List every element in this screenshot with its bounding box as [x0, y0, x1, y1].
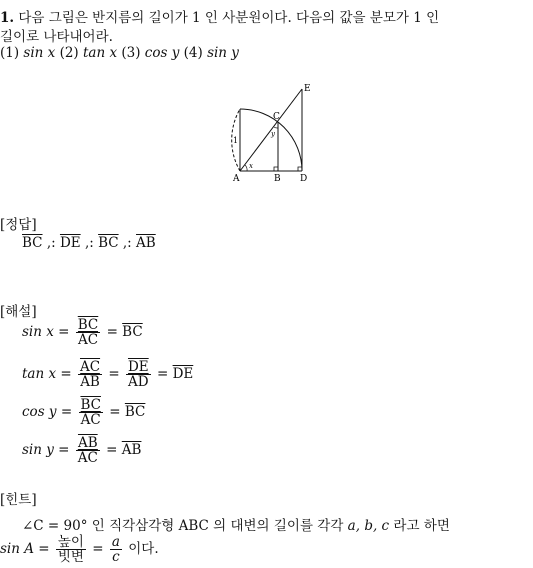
hint-text-1: ∠C = 90° 인 직각삼각형 ABC 의 대변의 길이를 각각 [22, 518, 344, 534]
siny-frac [76, 436, 100, 465]
problem-number: 1. [0, 10, 15, 26]
hint-frac-a: a [111, 534, 120, 550]
item-label-1: (1) [0, 45, 20, 61]
sinx-num: $\overline{BC}$ [77, 317, 99, 333]
hint-frac-vars [110, 535, 122, 564]
solution-tanx [22, 360, 193, 389]
hint-end: 이다. [128, 541, 159, 558]
item-expr-1: sin x [23, 45, 56, 61]
answer-seg-3: $\overline{BC}$ [98, 235, 119, 251]
cosy-eq: = [109, 404, 121, 421]
solution-heading: [해설] [0, 304, 37, 320]
item-label-3: (3) [121, 45, 141, 61]
label-B: B [274, 174, 281, 184]
right-angle-B [274, 167, 278, 171]
sinx-lhs: sin x = [22, 324, 70, 341]
solution-sinx [22, 318, 143, 347]
hint-text-1-end: 라고 하면 [393, 518, 450, 534]
label-D: D [300, 174, 308, 184]
item-label-2: (2) [59, 45, 79, 61]
sinx-res: $\overline{BC}$ [122, 324, 143, 341]
hint-var-b: b, [364, 518, 378, 534]
hint-var-c: c [381, 518, 390, 534]
tanx-res: $\overline{DE}$ [172, 366, 194, 383]
hint-frac-c: c [112, 549, 120, 566]
sinx-frac [76, 318, 101, 347]
solution-siny [22, 436, 141, 465]
siny-eq: = [106, 442, 118, 459]
tanx-eq-2: = [156, 366, 169, 383]
tanx-eq-1: = [108, 366, 120, 383]
answer-seg-4: $\overline{AB}$ [136, 235, 156, 251]
label-y: y [271, 130, 275, 138]
item-label-4: (4) [183, 45, 203, 61]
answer-sep-2: ,: [84, 235, 94, 251]
hint-line-2 [0, 535, 159, 564]
hint-frac-num: 높이 [57, 534, 84, 550]
label-E: E [304, 84, 311, 94]
answer-heading: [정답] [0, 217, 37, 233]
quarter-circle-figure [220, 80, 320, 185]
tanx-den1: AB [80, 374, 100, 391]
tanx-lhs: tan x = [22, 366, 72, 383]
tanx-num1: $\overline{AC}$ [79, 359, 101, 375]
answer-seg-1: $\overline{BC}$ [22, 235, 43, 251]
label-x: x [249, 162, 253, 170]
siny-den: AC [77, 450, 98, 467]
answer-sep-3: ,: [122, 235, 132, 251]
cosy-lhs: cos y = [22, 404, 73, 421]
tanx-frac-1 [78, 360, 102, 389]
problem-text-1: 다음 그림은 반지름의 길이가 1 인 사분원이다. 다음의 값을 분모가 1 인 [18, 10, 440, 26]
answer-sep-1: ,: [46, 235, 56, 251]
sinx-den: AC [77, 332, 99, 349]
sinx-eq: = [106, 324, 118, 341]
answer-line [22, 235, 156, 251]
hint-line-1 [22, 514, 450, 534]
angle-y-arc [274, 127, 278, 128]
siny-num: $\overline{AB}$ [77, 435, 98, 451]
hint-sinA: sin A = [0, 541, 50, 558]
item-expr-2: tan x [83, 45, 118, 61]
problem-items [0, 45, 239, 61]
hint-eq: = [92, 541, 104, 558]
problem-line-2 [0, 25, 113, 45]
right-angle-D [298, 167, 302, 171]
cosy-num: $\overline{BC}$ [80, 397, 101, 413]
siny-res: $\overline{AB}$ [121, 442, 142, 459]
cosy-frac [78, 398, 103, 427]
problem-line-1 [0, 6, 439, 26]
answer-seg-2: $\overline{DE}$ [59, 235, 81, 251]
solution-cosy [22, 398, 145, 427]
label-C: C [273, 112, 280, 122]
hint-var-a: a, [347, 518, 361, 534]
cosy-den: AC [80, 412, 101, 429]
tanx-frac-2 [126, 360, 151, 389]
tanx-num2: $\overline{DE}$ [127, 359, 149, 375]
hint-frac-den: 빗변 [57, 549, 84, 566]
cosy-res: $\overline{BC}$ [124, 404, 146, 421]
problem-text-2: 길이로 나타내어라. [0, 29, 113, 45]
angle-x-arc [245, 165, 247, 171]
item-expr-3: cos y [144, 45, 180, 61]
item-expr-4: sin y [207, 45, 239, 61]
label-one: 1 [233, 136, 239, 145]
label-A: A [233, 174, 240, 184]
siny-lhs: sin y = [22, 442, 70, 459]
tanx-den2: AD [128, 374, 149, 391]
hint-heading: [힌트] [0, 492, 37, 508]
hint-frac-words [56, 535, 86, 564]
